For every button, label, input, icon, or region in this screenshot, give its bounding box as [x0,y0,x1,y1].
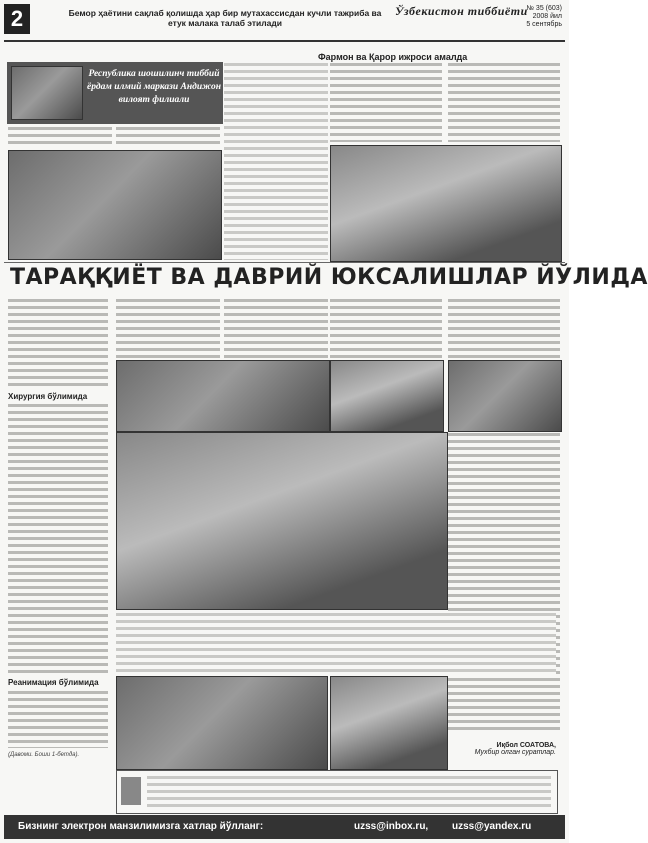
text-col-e [448,298,560,358]
text-col-3-italic [224,62,328,192]
text-col-4 [330,62,442,142]
photo-surgery-team [8,150,222,260]
contact-bar [4,815,565,839]
main-headline: ТАРАҚҚИЁТ ВА ДАВРИЙ ЮКСАЛИШЛАР ЙЎЛИДА [10,265,648,290]
issue-number: № 35 (603) [526,5,562,12]
text-col-c [224,298,328,358]
photo-doctor [448,360,562,432]
email-link-1[interactable]: uzss@inbox.ru, [354,821,429,832]
strapline: Бемор ҳаётини сақлаб қолишда ҳар бир мутахассисдан кучли тажриба ва етук малака талаб этилади [68,8,382,28]
promo-photo [11,66,83,120]
signature-name: Иқбол СОАТОВА, [496,742,556,749]
text-col-2 [116,126,220,148]
headline-rule [4,262,565,263]
photo-lab [330,360,444,432]
text-col-1 [8,126,112,148]
signature-role: Мухбир олган суратлар. [474,749,556,756]
footer-note-box [116,770,558,814]
signature [448,742,556,756]
text-col-3b-italic [224,195,328,260]
subhead-reanimation: Реанимация бўлимида [8,678,99,687]
photo-equipment-1 [116,676,328,770]
issue-date: 5 сентябрь [526,21,562,28]
photo-xray-room [330,145,562,262]
photo-operating-room [116,432,448,610]
text-col-b [116,298,220,358]
page-number: 2 [4,4,30,34]
masthead-logo: Ўзбекистон тиббиёти [395,4,528,18]
photo-equipment-2 [330,676,448,770]
footer-logo [121,777,141,805]
photo-ward [116,360,330,432]
footer-note-text [147,775,551,807]
issue-year: 2008 йил [532,13,562,20]
text-col-d [330,298,442,358]
text-col-5 [448,62,560,142]
contact-prefix: Бизнинг электрон манзилимизга хатлар йўлланг: [18,821,264,832]
email-link-2[interactable]: uzss@yandex.ru [452,821,532,832]
header-rule [4,40,565,42]
issue-meta [500,5,562,29]
text-col-a [8,298,108,388]
promo-title: Республика шошилинч тиббий ёрдам илмий маркази Андижон вилоят филиали [87,69,221,105]
text-col-a2 [8,403,108,673]
article-top-heading: Фармон ва Қарор ижроси амалда [318,52,468,62]
photo-caption-block [116,612,556,674]
subhead-surgery: Хирургия бўлимида [8,392,88,401]
text-col-f [448,432,560,732]
text-col-a3 [8,690,108,748]
continued-caption: (Давоми. Боши 1-бетда). [8,752,80,758]
